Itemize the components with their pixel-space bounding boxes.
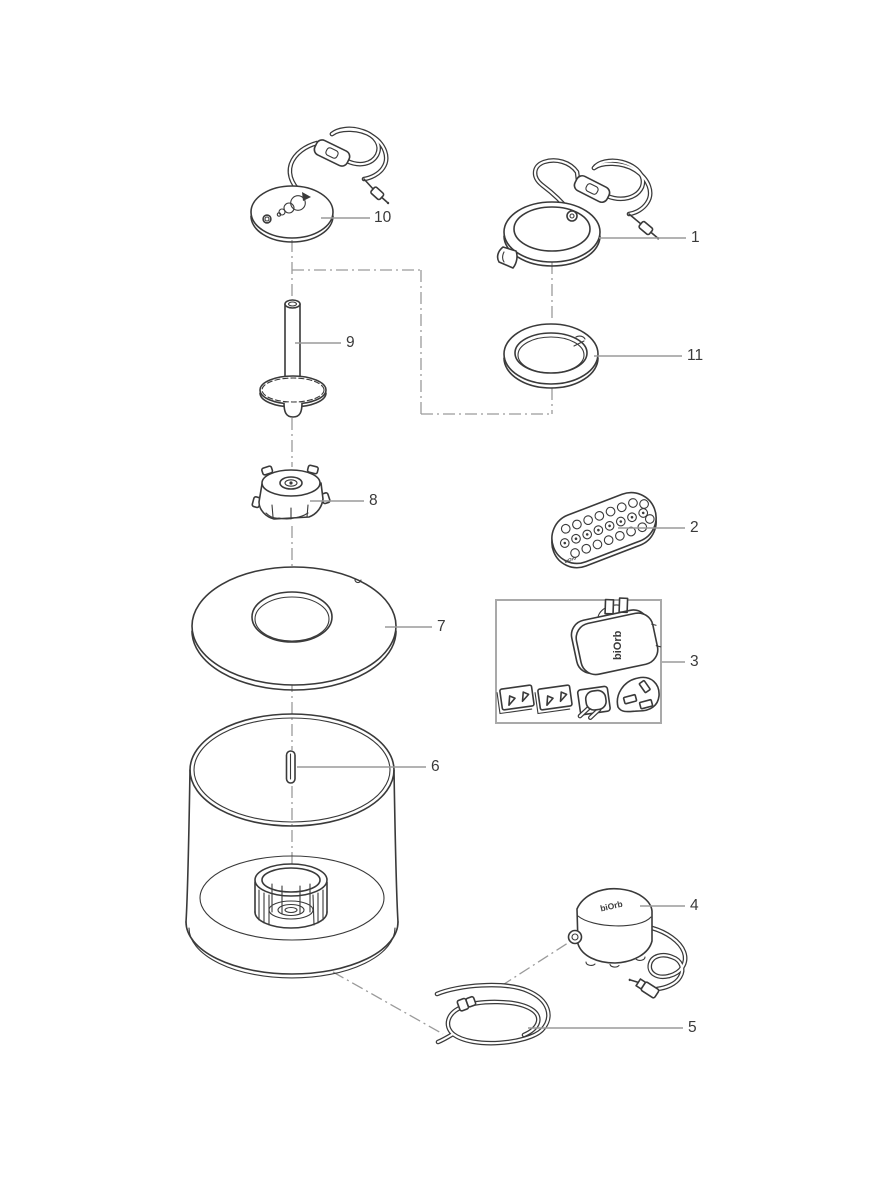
part-label-6: 6 bbox=[431, 758, 440, 776]
inline-switch-icon bbox=[312, 138, 351, 168]
part-4-air-pump bbox=[569, 889, 686, 999]
part-label-9: 9 bbox=[346, 334, 355, 352]
part-11-retaining-ring bbox=[504, 324, 598, 388]
part-label-10: 10 bbox=[374, 209, 392, 227]
part-1-lid-with-cable bbox=[498, 160, 662, 268]
tank-cylinder bbox=[186, 714, 398, 978]
center-well bbox=[255, 864, 327, 928]
part-label-4: 4 bbox=[690, 897, 699, 915]
part-8-cap-knob bbox=[252, 465, 331, 519]
lid-notch bbox=[498, 247, 517, 268]
part-9-bubble-tube bbox=[260, 300, 326, 417]
plug-plate-2 bbox=[535, 685, 573, 714]
plug-uk bbox=[617, 677, 659, 711]
plug-tip-icon bbox=[370, 186, 391, 206]
part-label-5: 5 bbox=[688, 1019, 697, 1037]
part-7-cover-disc bbox=[192, 567, 396, 690]
part-label-11: 11 bbox=[687, 347, 704, 365]
tube-valve-icon bbox=[457, 995, 477, 1011]
part-label-7: 7 bbox=[437, 618, 446, 636]
remote-brand-text: biOrb bbox=[563, 555, 577, 565]
part-label-3: 3 bbox=[690, 653, 699, 671]
part-6-peg bbox=[287, 751, 296, 783]
part-label-8: 8 bbox=[369, 492, 378, 510]
inline-switch-icon bbox=[572, 174, 611, 205]
part-label-2: 2 bbox=[690, 519, 699, 537]
part-2-remote-control bbox=[543, 485, 665, 575]
part-10-light-lid-with-cable bbox=[251, 129, 392, 242]
plug-eu bbox=[576, 686, 611, 719]
tube-base-spigot bbox=[284, 403, 302, 417]
plug-plate-1 bbox=[497, 685, 535, 714]
power-adapter bbox=[569, 606, 664, 678]
adapter-brand-text: biOrb bbox=[612, 630, 624, 660]
plug-tip-icon bbox=[638, 221, 661, 242]
pump-brand-text: biOrb bbox=[599, 898, 624, 914]
part-label-1: 1 bbox=[691, 229, 700, 247]
part-3-adapter-kit bbox=[496, 593, 663, 723]
part-5-airline-tube bbox=[437, 985, 548, 1043]
